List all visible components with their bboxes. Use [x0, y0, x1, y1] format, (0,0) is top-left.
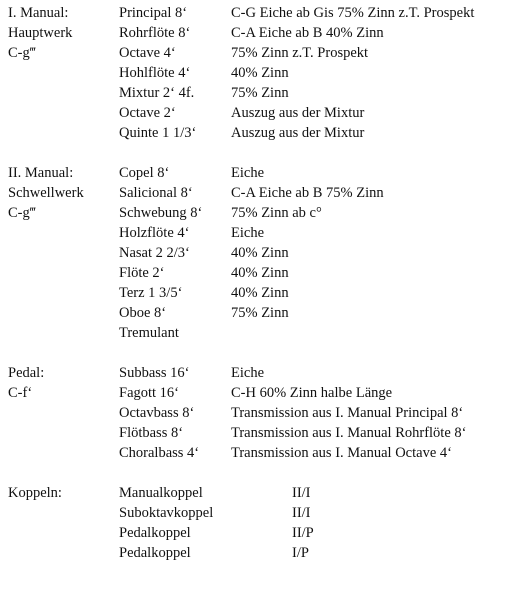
division-subtitle: Schwellwerk — [8, 185, 84, 201]
stop-details: Eiche — [231, 165, 265, 181]
stop-row — [119, 303, 503, 323]
division-name: Pedal: — [8, 365, 45, 381]
stop-details: 75% Zinn ab c° — [231, 205, 322, 221]
stop-name: Flötbass 8‘ — [119, 425, 184, 441]
stop-name: Fagott 16‘ — [119, 385, 180, 401]
coupler-name: Manualkoppel — [119, 485, 203, 501]
stop-name: Principal 8‘ — [119, 5, 188, 21]
stop-details: C-H 60% Zinn halbe Länge — [231, 385, 393, 401]
section-manual-2 — [8, 163, 503, 343]
coupler-name: Suboktavkoppel — [119, 505, 214, 521]
stop-details: Eiche — [231, 225, 265, 241]
stop-row — [119, 423, 503, 443]
stop-row — [119, 443, 503, 463]
stop-name: Salicional 8‘ — [119, 185, 193, 201]
stop-details: Transmission aus I. Manual Principal 8‘ — [231, 405, 464, 421]
coupler-row — [119, 483, 503, 503]
stop-row — [119, 43, 503, 63]
division-compass: C-g‴ — [8, 205, 36, 221]
stop-details: 75% Zinn — [231, 305, 289, 321]
stop-name: Hohlflöte 4‘ — [119, 65, 191, 81]
division-subtitle: Hauptwerk — [8, 25, 73, 41]
stop-row — [119, 83, 503, 103]
stop-name: Quinte 1 1/3‘ — [119, 125, 197, 141]
stop-row — [119, 63, 503, 83]
coupler-name: Pedalkoppel — [119, 525, 191, 541]
stop-name: Octavbass 8‘ — [119, 405, 195, 421]
stop-row — [119, 283, 503, 303]
stop-name: Oboe 8‘ — [119, 305, 167, 321]
stop-row — [119, 223, 503, 243]
stop-details: Auszug aus der Mixtur — [231, 125, 365, 141]
section-manual-1 — [8, 3, 503, 143]
division-compass: C-f‘ — [8, 385, 33, 401]
division-name: Koppeln: — [8, 485, 62, 501]
section-couplers — [8, 483, 503, 563]
stop-row — [119, 403, 503, 423]
stop-name: Nasat 2 2/3‘ — [119, 245, 190, 261]
stop-name: Flöte 2‘ — [119, 265, 165, 281]
stop-name: Schwebung 8‘ — [119, 205, 203, 221]
division-name: II. Manual: — [8, 165, 74, 181]
division-compass: C-g‴ — [8, 45, 36, 61]
stop-name: Holzflöte 4‘ — [119, 225, 190, 241]
disposition-document — [8, 3, 503, 563]
stop-name: Octave 2‘ — [119, 105, 176, 121]
stop-details: Auszug aus der Mixtur — [231, 105, 365, 121]
stop-row — [119, 263, 503, 283]
coupler-route: I/P — [292, 545, 309, 561]
stop-name: Subbass 16‘ — [119, 365, 190, 381]
coupler-row — [119, 543, 503, 563]
stop-details: C-A Eiche ab B 75% Zinn — [231, 185, 384, 201]
stop-row — [119, 23, 503, 43]
stop-row — [119, 363, 503, 383]
stop-details: 40% Zinn — [231, 65, 289, 81]
stop-row — [119, 203, 503, 223]
stop-details: Transmission aus I. Manual Octave 4‘ — [231, 445, 452, 461]
stop-details: 40% Zinn — [231, 265, 289, 281]
coupler-name: Pedalkoppel — [119, 545, 191, 561]
stop-details: Transmission aus I. Manual Rohrflöte 8‘ — [231, 425, 467, 441]
coupler-route: II/P — [292, 525, 314, 541]
stop-name: Octave 4‘ — [119, 45, 176, 61]
coupler-row — [119, 503, 503, 523]
section-heading — [8, 483, 118, 503]
stop-details: 75% Zinn — [231, 85, 289, 101]
division-name: I. Manual: — [8, 5, 69, 21]
stop-row — [119, 163, 503, 183]
stop-details: 40% Zinn — [231, 245, 289, 261]
stop-name: Mixtur 2‘ 4f. — [119, 85, 195, 101]
stop-row — [119, 383, 503, 403]
stop-details: C-G Eiche ab Gis 75% Zinn z.T. Prospekt — [231, 5, 475, 21]
stop-name: Copel 8‘ — [119, 165, 170, 181]
stop-name: Rohrflöte 8‘ — [119, 25, 191, 41]
section-heading — [8, 163, 118, 223]
stop-details: C-A Eiche ab B 40% Zinn — [231, 25, 384, 41]
coupler-row — [119, 523, 503, 543]
coupler-route: II/I — [292, 505, 311, 521]
stop-row — [119, 183, 503, 203]
stop-name: Tremulant — [119, 325, 179, 341]
stop-details: 40% Zinn — [231, 285, 289, 301]
stop-name: Terz 1 3/5‘ — [119, 285, 183, 301]
stop-name: Choralbass 4‘ — [119, 445, 200, 461]
coupler-route: II/I — [292, 485, 311, 501]
section-pedal — [8, 363, 503, 463]
section-heading — [8, 3, 118, 63]
stop-row — [119, 123, 503, 143]
stop-row — [119, 323, 503, 343]
stop-row — [119, 243, 503, 263]
stop-details: 75% Zinn z.T. Prospekt — [231, 45, 369, 61]
stop-row — [119, 103, 503, 123]
stop-row — [119, 3, 503, 23]
stop-details: Eiche — [231, 365, 265, 381]
section-heading — [8, 363, 118, 403]
